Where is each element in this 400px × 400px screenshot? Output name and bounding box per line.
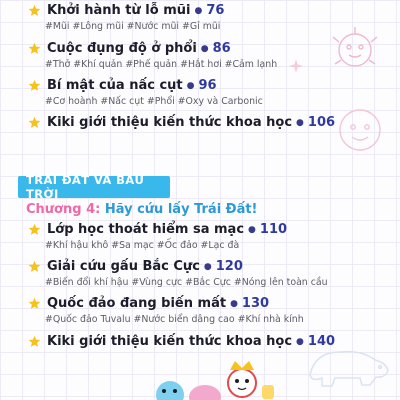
bullet-dot: ● [296, 336, 304, 347]
toc-entry [28, 222, 287, 251]
toc-entry [28, 296, 304, 325]
page-number: 110 [259, 222, 288, 237]
entry-title: Khởi hành từ lỗ mũi [47, 3, 191, 18]
toc-entry [28, 115, 335, 130]
page-number: 130 [241, 296, 270, 311]
toc-entry [28, 41, 277, 70]
star-icon [28, 260, 41, 273]
entry-tags: #Quốc đảo Tuvalu #Nước biển dâng cao #Khí nhà kính [45, 314, 304, 325]
page-number: 86 [212, 41, 231, 56]
entry-tags: #Cơ hoành #Nấc cụt #Phổi #Oxy và Carbonic [45, 96, 263, 107]
page-number: 106 [307, 115, 336, 130]
star-icon [28, 297, 41, 310]
toc-entry [28, 259, 328, 288]
bullet-dot: ● [186, 80, 195, 91]
bullet-dot: ● [194, 5, 203, 16]
entry-title: Giải cứu gấu Bắc Cực [47, 259, 200, 274]
chapter-title: Hãy cứu lấy Trái Đất! [104, 202, 258, 217]
star-icon [28, 223, 41, 236]
bullet-dot: ● [230, 298, 238, 309]
page-number: 96 [198, 78, 217, 93]
bullet-dot: ● [296, 117, 304, 128]
section-header: TRÁI ĐẤT VÀ BẦU TRỜI [18, 176, 170, 198]
entry-tags: #Khí hậu khô #Sa mạc #Ốc đảo #Lạc đà [45, 240, 240, 251]
entry-title: Quốc đảo đang biến mất [47, 296, 227, 311]
page-number: 120 [215, 259, 243, 274]
page-number: 140 [307, 334, 336, 349]
star-icon [28, 79, 41, 92]
chapter-heading [26, 202, 257, 217]
entry-title: Lớp học thoát hiểm sa mạc [47, 222, 245, 237]
entry-tags: #Biến đổi khí hậu #Vùng cực #Bắc Cực #Nóng lên toàn cầu [45, 277, 328, 288]
sparkle-doodle-icon [288, 58, 304, 74]
entry-title: Bí mật của nấc cụt [47, 78, 183, 93]
star-icon [28, 42, 41, 55]
entry-title: Kiki giới thiệu kiến thức khoa học [47, 334, 293, 349]
bullet-dot: ● [200, 43, 209, 54]
star-icon [28, 4, 41, 17]
entry-title: Kiki giới thiệu kiến thức khoa học [47, 115, 293, 130]
star-icon [28, 116, 41, 129]
entry-title: Cuộc đụng độ ở phổi [47, 41, 197, 56]
star-icon [28, 335, 41, 348]
bullet-dot: ● [248, 224, 256, 235]
face-doodle-icon [330, 100, 390, 160]
kiki-character-icon [150, 355, 280, 400]
germ-doodle-icon [325, 22, 385, 77]
bullet-dot: ● [203, 261, 212, 272]
toc-entry [28, 334, 335, 349]
entry-tags: #Thở #Khí quản #Phế quản #Hắt hơi #Cảm lạnh [45, 59, 278, 70]
toc-entry [28, 78, 263, 107]
chapter-label: Chương 4: [26, 202, 101, 217]
page-number: 76 [206, 3, 225, 18]
entry-tags: #Mũi #Lông mũi #Nước mũi #Gỉ mũi [45, 21, 221, 32]
toc-entry [28, 3, 224, 32]
